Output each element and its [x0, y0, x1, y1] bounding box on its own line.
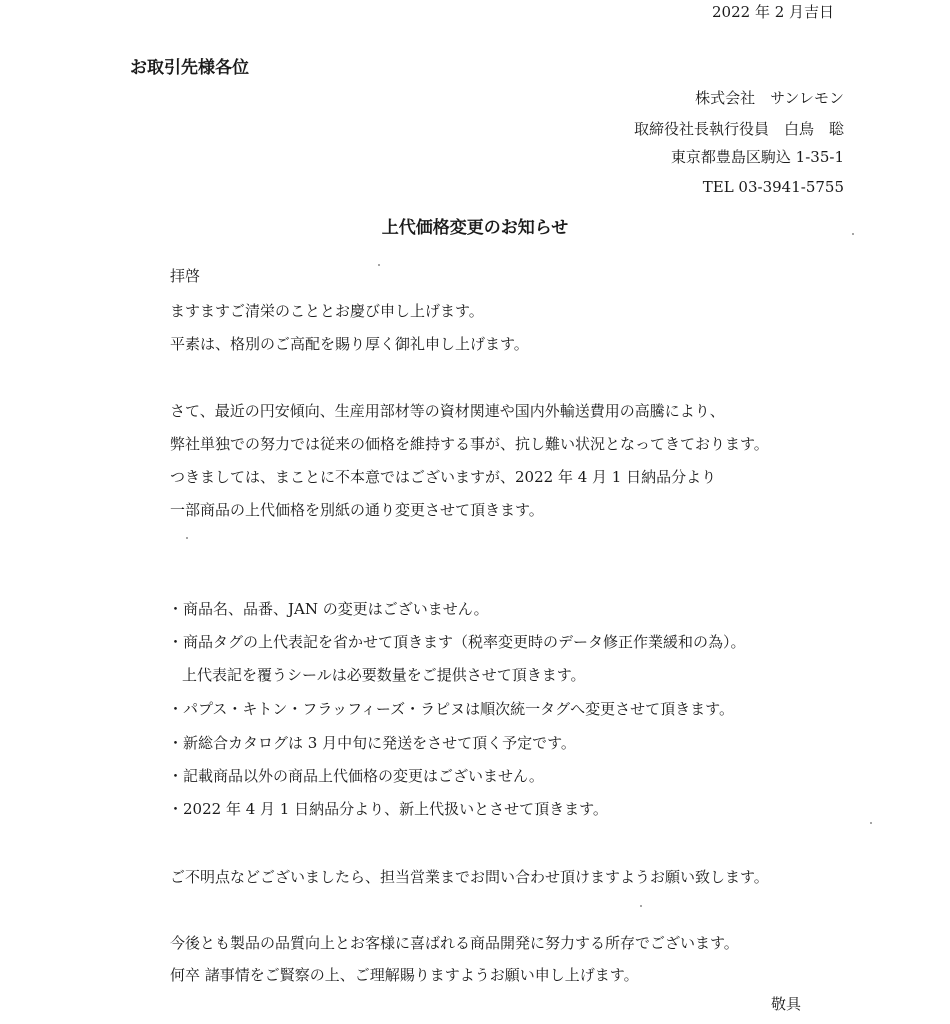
contact-line: ご不明点などございましたら、担当営業までお問い合わせ頂けますようお願い致します。: [170, 868, 769, 886]
closing-line: 今後とも製品の品質向上とお客様に喜ばれる商品開発に努力する所存でございます。: [170, 934, 739, 952]
scan-speck: [870, 822, 872, 824]
letter-date: 2022 年 2 月吉日: [712, 3, 835, 21]
greeting-line: ますますご清栄のこととお慶び申し上げます。: [170, 302, 484, 320]
sender-address: 東京都豊島区駒込 1-35-1: [670, 148, 844, 166]
bullet-item: ・商品名、品番、JAN の変更はございません。: [168, 600, 489, 618]
sender-phone: TEL 03-3941-5755: [702, 178, 844, 196]
body-line: 弊社単独での努力では従来の価格を維持する事が、抗し難い状況となってきております。: [170, 435, 769, 453]
body-line: 一部商品の上代価格を別紙の通り変更させて頂きます。: [170, 501, 544, 519]
salutation: 拝啓: [170, 267, 201, 285]
sender-company: 株式会社 サンレモン: [695, 89, 844, 107]
greeting-line: 平素は、格別のご高配を賜り厚く御礼申し上げます。: [170, 335, 529, 353]
recipient: お取引先様各位: [130, 58, 249, 78]
body-line: さて、最近の円安傾向、生産用部材等の資材関連や国内外輸送費用の高騰により、: [170, 402, 725, 420]
bullet-item: ・商品タグの上代表記を省かせて頂きます（税率変更時のデータ修正作業緩和の為）。: [168, 633, 746, 651]
bullet-continuation: 上代表記を覆うシールは必要数量をご提供させて頂きます。: [182, 666, 586, 684]
bullet-item: ・新総合カタログは 3 月中旬に発送をさせて頂く予定です。: [168, 734, 576, 752]
scan-speck: [852, 233, 854, 235]
scan-speck: [186, 537, 188, 539]
closing-word: 敬具: [771, 995, 802, 1013]
document-title: 上代価格変更のお知らせ: [381, 218, 569, 238]
body-line: つきましては、まことに不本意ではございますが、2022 年 4 月 1 日納品分より: [170, 468, 717, 486]
scan-speck: [640, 905, 642, 907]
bullet-item: ・パプス・キトン・フラッフィーズ・ラピヌは順次統一タグへ変更させて頂きます。: [168, 700, 734, 718]
closing-line: 何卒 諸事情をご賢察の上、ご理解賜りますようお願い申し上げます。: [170, 966, 639, 984]
scan-speck: [378, 264, 380, 266]
bullet-item: ・2022 年 4 月 1 日納品分より、新上代扱いとさせて頂きます。: [168, 800, 608, 818]
sender-representative: 取締役社長執行役員 白鳥 聡: [633, 120, 844, 138]
bullet-item: ・記載商品以外の商品上代価格の変更はございません。: [168, 767, 544, 785]
